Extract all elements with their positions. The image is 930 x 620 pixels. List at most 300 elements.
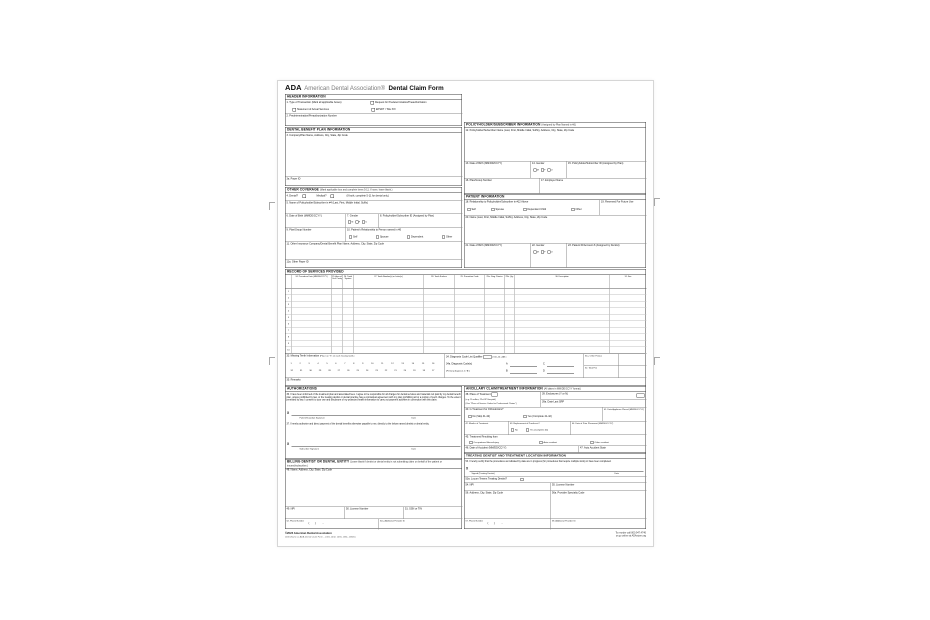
field-6-date-of-birth xyxy=(286,214,346,228)
field-8-policyholder-id xyxy=(379,214,463,228)
checkbox-prosthesis-yes[interactable] xyxy=(526,429,529,432)
tooth-number: 1 xyxy=(290,362,292,365)
row-number: 7 xyxy=(287,329,290,332)
field-1-type-of-transaction: 1. Type of Transaction (Mark all applicable boxes) xyxy=(286,101,342,104)
tooth-number: 11 xyxy=(381,362,384,365)
field-57-phone-number xyxy=(465,519,551,530)
col-fee: 31. Fee xyxy=(624,275,632,278)
col-diag-pointer: 29a. Diag. Pointer xyxy=(486,275,503,278)
form-name: Dental Claim Form xyxy=(388,84,444,92)
option-other xyxy=(442,236,452,239)
option-dependent-child xyxy=(524,208,547,211)
option-label: Other accident xyxy=(594,440,609,444)
footer-left xyxy=(285,532,485,538)
section-title-text: TREATING DENTIST AND TREATMENT LOCATION INFORMATION xyxy=(466,454,566,458)
upper-teeth-row xyxy=(291,362,435,365)
field-label: 39. Enclosures (Y or N) xyxy=(542,392,568,396)
section-title xyxy=(465,387,646,392)
treating-signature-label: Signed (Treating Dentist) xyxy=(471,472,495,475)
diagnosis-line-a xyxy=(510,366,537,367)
checkbox-other-accident[interactable] xyxy=(591,441,594,444)
patient-signature-label: Patient/Guardian Signature xyxy=(299,416,325,419)
checkbox-statement-of-actual-services[interactable] xyxy=(293,108,297,112)
section-title xyxy=(286,460,462,469)
tooth-number: 6 xyxy=(335,362,337,365)
field-39-enclosures xyxy=(541,392,647,400)
field-34a-label: 34a. Diagnosis Code(s) xyxy=(446,362,473,366)
field-12-policyholder-name: 12. Policyholder/Subscriber Name (Last, First, Middle Initial, Suffix), Address, City, State, Zip Code xyxy=(465,129,575,132)
field-label: 44. Date of Prior Placement (MM/DD/CCYY) xyxy=(572,422,614,425)
option-label: Self xyxy=(471,207,476,211)
field-label: 57. Phone Number xyxy=(465,519,484,522)
field-11a-other-payer-id xyxy=(286,260,463,269)
field-label: 22. Gender xyxy=(532,244,545,247)
option-epsdt xyxy=(372,108,396,112)
field-label: 52. Phone Number xyxy=(286,519,305,522)
section-title xyxy=(465,454,646,459)
enclosures-box[interactable] xyxy=(637,394,645,398)
field-56a-provider-specialty xyxy=(551,491,647,519)
field-21-date-of-birth xyxy=(465,243,531,268)
field-label: 46. Date of Accident (MM/DD/CCYY) xyxy=(465,446,507,450)
diagnosis-qualifier-box[interactable] xyxy=(483,355,491,359)
row-number: 8 xyxy=(287,335,290,338)
tooth-number: 16 xyxy=(431,362,435,365)
tooth-number: 24 xyxy=(365,369,369,372)
option-ortho-no xyxy=(469,415,491,418)
section-title xyxy=(465,195,646,200)
section-title xyxy=(286,128,462,133)
field-label: 11. Other Insurance Company/Dental Benefit Plan Name, Address, City, State, Zip Code xyxy=(286,242,384,246)
registration-mark xyxy=(654,198,660,206)
registration-mark xyxy=(654,357,660,365)
option-other-accident xyxy=(591,441,609,444)
section-ancillary-claim xyxy=(464,386,646,453)
option-label: Occupational illness/injury xyxy=(473,440,499,444)
checkbox-rel-dependent-child[interactable] xyxy=(524,208,527,211)
field-label: 20. Name (Last, First, Middle Initial, Suffix), Address, City, State, Zip Code xyxy=(465,216,548,219)
association-name: American Dental Association® xyxy=(304,84,385,92)
field-label: 32. Total Fee xyxy=(585,366,598,369)
field-label: 7. Gender xyxy=(347,214,359,218)
tooth-number: 8 xyxy=(353,362,355,365)
checkbox-auto-accident[interactable] xyxy=(540,441,543,444)
field-label: 31a. Other Fee(s) xyxy=(585,354,602,357)
phone-format: ( ) - xyxy=(308,522,324,525)
option-label: Yes (Complete 41-42) xyxy=(527,414,552,418)
copyright-text: ©2024 American Dental Association xyxy=(285,532,332,535)
section-title-note: (All dates in MM/DD/CCYY format) xyxy=(543,388,581,391)
missing-teeth-note: (Place an "X" on each missing tooth.) xyxy=(319,354,355,357)
field-33-missing-teeth xyxy=(286,354,445,378)
field-55-license-number xyxy=(551,483,647,491)
option-label: No xyxy=(515,428,518,431)
tooth-number: 25 xyxy=(356,369,359,372)
field-label: 56. Address, City, State, Zip Code xyxy=(465,491,503,495)
checkbox-medical[interactable] xyxy=(331,195,335,199)
place-of-treatment-label: 38. Place of Treatment xyxy=(465,393,491,397)
field-18-relationship xyxy=(465,200,600,215)
col-tooth-numbers: 27. Tooth Number(s) or Letter(s) xyxy=(374,275,403,278)
section-dental-benefit-plan xyxy=(285,127,462,186)
option-occupational xyxy=(470,441,499,444)
gender-label-u: U xyxy=(365,220,368,223)
option-label: EPSDT / Title XIX xyxy=(376,108,396,111)
row-number: 2 xyxy=(287,296,290,299)
field-14-gender xyxy=(531,161,567,178)
field-44-date-prior-placement xyxy=(571,421,647,435)
field-38-place-of-treatment xyxy=(465,392,541,407)
field-32-total-fee-label xyxy=(584,366,619,378)
col-area-oral-cavity: 25. Area of Oral Cavity xyxy=(332,275,342,280)
tooth-number: 23 xyxy=(375,369,378,372)
option-self xyxy=(349,236,357,239)
diagnosis-line-c xyxy=(547,366,574,367)
option-ortho-yes xyxy=(524,415,552,418)
field-13-date-of-birth xyxy=(465,161,531,178)
field-label xyxy=(466,393,498,397)
tooth-number: 9 xyxy=(362,362,364,365)
field-36-consent-text: 36. I have been informed of the treatment plan and associated fees. I agree to be responsible for all charges for dental services and materials not paid by my dental benefit plan, unless prohibited by law, or the treating dentist or dental practice has a contractual agreement with my plan prohibiting all or a portion of such charges. To the extent permitted by law, I consent to your use and disclosure of my protected health information to carry out payment activities in connection with this claim. xyxy=(286,393,461,402)
tooth-number: 30 xyxy=(309,369,312,372)
field-label: 16. Plan/Group Number xyxy=(465,179,492,182)
option-prosthesis-yes xyxy=(526,429,548,432)
option-request-predetermination xyxy=(371,101,427,105)
section-title xyxy=(286,270,646,275)
subscriber-signature-label: Subscriber Signature xyxy=(299,447,320,450)
field-49-npi xyxy=(286,507,345,519)
field-label: 14. Gender xyxy=(532,162,545,165)
section-title-text: PATIENT INFORMATION xyxy=(466,195,505,199)
field-52a-additional-provider-id xyxy=(379,519,463,530)
lower-teeth-row xyxy=(291,369,435,372)
field-label: 42. Months of Treatment xyxy=(465,422,489,425)
field-label: 23. Patient ID/Account # (Assigned by Dentist) xyxy=(568,244,620,247)
form-title xyxy=(285,84,444,93)
field-48-billing-name-address: 48. Name, Address, City, State, Zip Code xyxy=(286,468,333,472)
field-label: 10. Patient's Relationship to Person named in #5 xyxy=(347,228,401,232)
field-53-certification-text: 53. I hereby certify that the procedures as indicated by date are in progress (for procedures that require multiple visits) or have been completed. xyxy=(465,460,612,463)
col-procedure-date: 24. Procedure Date (MM/DD/CCYY) xyxy=(295,275,328,278)
field-58-additional-provider-id xyxy=(551,519,647,530)
tooth-number: 17 xyxy=(431,369,435,372)
field-label: 18. Relationship to Policyholder/Subscriber in #12 Above xyxy=(465,200,529,204)
field-39a-date-last-srp xyxy=(541,400,647,408)
section-title xyxy=(286,188,462,193)
registration-mark xyxy=(269,357,275,365)
checkbox-ortho-no[interactable] xyxy=(469,415,472,418)
field-4-note: (If both, complete 5-11 for dental only.) xyxy=(346,194,390,198)
missing-teeth-label: 33. Missing Teeth Information xyxy=(286,354,320,358)
form-codes-text: J430 (Same as ADA Dental Claim Form – J431, J432, J433, J434, J430D) xyxy=(285,535,356,538)
tooth-number: 19 xyxy=(413,369,416,372)
field-45-treatment-resulting-from xyxy=(465,435,647,446)
field-34-label xyxy=(446,355,506,359)
checkbox-rel-other[interactable] xyxy=(572,208,575,211)
field-label: 49. NPI xyxy=(286,507,295,511)
checkbox-rel-dependent[interactable] xyxy=(407,236,410,239)
field-4-medical: Medical? xyxy=(316,194,327,198)
tooth-number: 28 xyxy=(328,369,331,372)
field-51-ssn-tin xyxy=(404,507,463,519)
diagnosis-qualifier-label: 34. Diagnosis Code List Qualifier xyxy=(446,355,483,359)
gender-label-m: M xyxy=(537,168,539,171)
section-billing-dentist xyxy=(285,459,462,529)
option-label: Yes (Complete 44) xyxy=(530,428,549,431)
signature-x-mark: X xyxy=(466,467,469,471)
gender-options xyxy=(534,169,553,172)
section-title-text: HEADER INFORMATION xyxy=(287,95,326,99)
field-31a-other-fees-box[interactable] xyxy=(619,354,647,366)
field-7-gender xyxy=(346,214,379,228)
field-52-phone-number xyxy=(286,519,379,530)
diagnosis-letter-b: B xyxy=(506,369,508,373)
field-10-patient-relationship xyxy=(346,228,463,242)
gender-label-f: F xyxy=(544,250,546,253)
field-43-replacement-of-prosthesis xyxy=(509,421,571,435)
col-description: 30. Description xyxy=(555,275,569,278)
tooth-number: 32 xyxy=(290,369,293,372)
field-label: 43. Replacement of Prosthesis? xyxy=(510,422,540,425)
option-label: Dependent Child xyxy=(527,207,547,211)
checkbox-rel-self[interactable] xyxy=(349,236,352,239)
tooth-number: 13 xyxy=(401,362,404,365)
field-label: 39a. Date Last SRP xyxy=(542,400,565,404)
field-label xyxy=(287,355,355,358)
tooth-number: 3 xyxy=(308,362,310,365)
option-label: Self xyxy=(353,235,358,239)
option-prosthesis-no xyxy=(511,429,518,432)
checkbox-rel-spouse[interactable] xyxy=(492,208,495,211)
field-label: 40. Is Treatment for Orthodontics? xyxy=(465,408,504,411)
option-label: Other xyxy=(575,207,582,211)
field-47-auto-accident-state xyxy=(579,446,647,454)
field-label: 6. Date of Birth (MM/DD/CCYY) xyxy=(286,214,322,218)
section-header-information xyxy=(285,94,462,126)
field-label: 52a. Additional Provider ID xyxy=(380,519,405,522)
registration-mark xyxy=(269,202,275,210)
field-4-dental: 4. Dental? xyxy=(286,194,298,198)
tooth-number: 14 xyxy=(411,362,415,365)
field-5-other-policyholder-name xyxy=(286,201,463,214)
section-title xyxy=(465,123,646,128)
option-label: Request for Predetermination/Preauthorization xyxy=(375,101,427,104)
field-label: 47. Auto Accident State xyxy=(580,446,606,450)
section-title-text: AUTHORIZATIONS xyxy=(287,387,317,391)
tooth-number: 10 xyxy=(371,362,374,365)
field-9-plan-group-number xyxy=(286,228,346,242)
checkbox-dental[interactable] xyxy=(303,195,307,199)
field-32-total-fee-box[interactable] xyxy=(619,366,647,378)
diagnosis-line-b xyxy=(510,373,537,374)
row-number: 10 xyxy=(287,348,290,351)
field-46-date-of-accident xyxy=(465,446,579,454)
tooth-number: 18 xyxy=(422,369,425,372)
tooth-number: 12 xyxy=(391,362,394,365)
section-record-of-services xyxy=(285,269,646,386)
checkbox-occupational[interactable] xyxy=(470,441,473,444)
footer-right xyxy=(548,532,646,538)
row-number: 5 xyxy=(287,316,290,319)
diagnosis-qualifier-note: ( ICD-10 = AB ) xyxy=(492,355,507,359)
option-spouse xyxy=(492,208,504,211)
section-title-text: BILLING DENTIST OR DENTAL ENTITY xyxy=(287,460,350,464)
section-title xyxy=(286,387,462,392)
claim-form-page xyxy=(277,80,654,547)
row-number: 6 xyxy=(287,322,290,325)
field-label: 58. Additional Provider ID xyxy=(552,519,576,522)
field-2-predetermination-number xyxy=(286,114,463,127)
field-label: 54. NPI xyxy=(465,483,474,487)
field-label: 3a. Payer ID xyxy=(286,177,301,181)
col-qty: 29b. Qty. xyxy=(505,275,514,278)
diagnosis-line-d xyxy=(547,373,574,374)
services-table-header xyxy=(286,275,647,289)
row-number: 9 xyxy=(287,342,290,345)
field-3a-payer-id xyxy=(286,177,463,187)
field-label: 9. Plan/Group Number xyxy=(286,228,312,232)
option-label: Statement of Actual Services xyxy=(297,108,329,111)
option-label: Spouse xyxy=(380,235,389,239)
tooth-number: 22 xyxy=(384,369,388,372)
section-treating-dentist xyxy=(464,453,646,529)
checkbox-epsdt[interactable] xyxy=(372,108,376,112)
tooth-number: 4 xyxy=(317,362,319,365)
tooth-number: 20 xyxy=(403,369,407,372)
checkbox-rel-spouse[interactable] xyxy=(376,236,379,239)
field-31a-other-fees-label xyxy=(584,354,619,366)
field-37-payment-authorization-text: 37. I hereby authorize and direct payment of the dental benefits otherwise payable to me, directly to the below named dentist or dental entity. xyxy=(286,422,430,425)
field-56-address xyxy=(465,491,551,519)
treating-date-label: Date xyxy=(614,472,619,475)
section-title-note: (Mark applicable box and complete items 5-11. If none, leave blank.) xyxy=(319,189,393,192)
tooth-number: 27 xyxy=(337,369,341,372)
option-dependent xyxy=(407,236,423,239)
field-label: 41. Date Appliance Placed (MM/DD/CCYY) xyxy=(604,408,645,411)
field-label: 56a. Provider Specialty Code xyxy=(552,491,585,495)
subscriber-signature-date-label: Date xyxy=(411,447,416,450)
tooth-number: 7 xyxy=(344,362,346,365)
section-title-text: POLICYHOLDER/SUBSCRIBER INFORMATION xyxy=(466,123,541,127)
field-54-npi xyxy=(465,483,551,491)
field-label: 13. Date of Birth (MM/DD/CCYY) xyxy=(465,162,503,165)
tooth-number: 5 xyxy=(326,362,328,365)
option-label: No (Skip 41-42) xyxy=(472,414,491,418)
field-34-diagnosis xyxy=(445,354,584,378)
gender-label-m: M xyxy=(537,250,539,253)
field-label: 45. Treatment Resulting from xyxy=(465,435,498,439)
gender-options xyxy=(534,251,553,254)
field-label: 19. Reserved For Future Use xyxy=(601,200,634,204)
field-19-reserved xyxy=(600,200,647,215)
gender-label-f: F xyxy=(544,168,546,171)
field-20-patient-name xyxy=(465,215,647,243)
gender-label-f: F xyxy=(358,220,361,223)
section-authorizations xyxy=(285,386,462,459)
field-label: 11a. Other Payer ID xyxy=(286,260,309,264)
option-label: Dependent xyxy=(411,235,424,239)
field-22-gender xyxy=(531,243,567,268)
tooth-number: 29 xyxy=(318,369,322,372)
field-41-date-appliance-placed xyxy=(603,407,647,421)
field-label: 21. Date of Birth (MM/DD/CCYY) xyxy=(465,244,503,247)
checkbox-prosthesis-no[interactable] xyxy=(511,429,514,432)
field-label: 17. Employer Name xyxy=(541,179,564,182)
row-number: 4 xyxy=(287,309,290,312)
section-title xyxy=(286,95,462,100)
field-23-patient-id xyxy=(567,243,647,268)
section-title-text: OTHER COVERAGE xyxy=(287,188,319,192)
reorder-phone-text: To reorder call 800.947.4746 xyxy=(615,532,646,535)
section-title-text: RECORD OF SERVICES PROVIDED xyxy=(287,270,344,274)
section-patient-information xyxy=(464,194,646,268)
patient-signature-date-label: Date xyxy=(411,416,416,419)
place-of-treatment-box[interactable] xyxy=(492,393,498,397)
signature-x-mark: X xyxy=(287,411,290,415)
field-label: 55. License Number xyxy=(552,483,575,487)
col-tooth-system: 26. Tooth System xyxy=(343,275,353,280)
ada-logo: ADA xyxy=(285,83,302,92)
tooth-number: 2 xyxy=(299,362,301,365)
gender-label-m: M xyxy=(351,220,354,223)
place-of-treatment-note2: (Use "Place of Service Codes for Professional Claims") xyxy=(465,402,517,405)
phone-format: ( ) - xyxy=(487,522,503,525)
col-procedure-code: 29. Procedure Code xyxy=(460,275,479,278)
checkbox-ortho-yes[interactable] xyxy=(524,415,527,418)
field-label: 8. Policyholder/Subscriber ID (Assigned by Plan) xyxy=(380,214,434,218)
field-42-months-of-treatment xyxy=(465,421,509,435)
col-tooth-surface: 28. Tooth Surface xyxy=(431,275,447,278)
diagnosis-letter-d: D xyxy=(543,369,545,373)
checkbox-rel-other[interactable] xyxy=(442,236,445,239)
gender-label-u: U xyxy=(551,168,553,171)
reorder-web-text: or go online at ADAstore.org xyxy=(615,535,646,538)
tooth-number: 26 xyxy=(347,369,350,372)
checkbox-request-predetermination[interactable] xyxy=(371,101,375,105)
field-16-plan-group-number xyxy=(465,178,540,194)
option-self xyxy=(468,208,476,211)
section-policyholder-subscriber xyxy=(464,122,646,194)
field-label: 15. Policyholder/Subscriber ID (Assigned by Plan) xyxy=(568,162,624,165)
checkbox-locum-tenens[interactable] xyxy=(521,478,524,481)
field-label: 35. Remarks xyxy=(286,378,301,382)
gender-label-u: U xyxy=(551,250,553,253)
section-title-text: ANCILLARY CLAIM/TREATMENT INFORMATION xyxy=(466,387,543,391)
option-other xyxy=(572,208,582,211)
field-50-license-number xyxy=(345,507,404,519)
tooth-number: 31 xyxy=(299,369,303,372)
checkbox-rel-self[interactable] xyxy=(468,208,471,211)
field-15-policyholder-id xyxy=(567,161,647,178)
section-other-coverage xyxy=(285,187,462,268)
option-label: Spouse xyxy=(495,207,504,211)
tooth-number: 15 xyxy=(421,362,425,365)
diagnosis-letter-a: A xyxy=(506,362,508,366)
diagnosis-letter-c: C xyxy=(543,362,545,366)
field-34a-note: (Primary diagnosis in "A") xyxy=(446,369,470,372)
place-of-treatment-note1: (e.g. 11=office; 22=O/P Hospital) xyxy=(465,398,496,401)
field-40-orthodontics xyxy=(465,407,603,421)
option-label: Auto accident xyxy=(543,440,557,444)
section-title-note: (Leave blank if dentist or dental entity is not submitting claim on behalf of the patient or insured/subscriber.) xyxy=(287,461,443,468)
field-label: 51. SSN or TIN xyxy=(405,507,422,511)
field-3-company-plan-name: 3. Company/Plan Name, Address, City, State, Zip Code xyxy=(286,134,348,137)
ada-dental-claim-form xyxy=(278,81,653,546)
option-statement-of-actual-services xyxy=(293,108,329,112)
option-label: Other xyxy=(446,235,453,239)
gender-options xyxy=(348,221,367,224)
field-label: 2. Predetermination/Preauthorization Number xyxy=(286,114,337,118)
